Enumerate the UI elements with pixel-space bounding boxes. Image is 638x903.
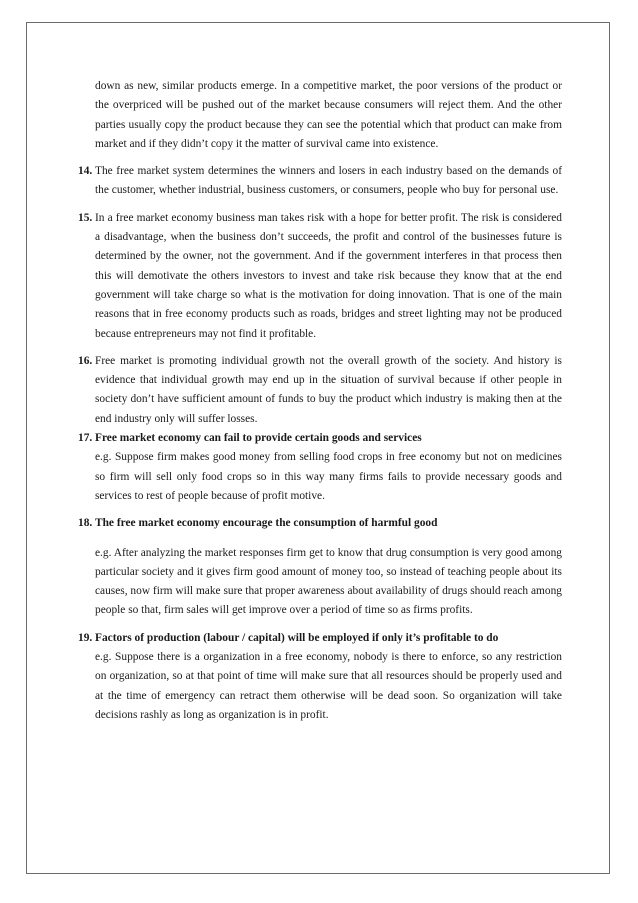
item-number: 19. xyxy=(78,631,93,644)
item-text: e.g. After analyzing the market responses firm get to know that drug consumption is very good among particular society and it gives firm good amount of money too, so instead of teaching people about its causes, now firm will make sure that proper awareness about availability of drugs should reach among people so that, firm sales will get improve over a period of time so as firms profits. xyxy=(95,546,562,617)
item-text: e.g. Suppose there is a organization in a free economy, nobody is there to enforce, so any restriction on organization, so at that point of time will make sure that all resources should be properly used and at the time of emergency can retract them otherwise will be dead soon. So organization will take decisions rashly as long as organization is in profit. xyxy=(95,651,562,721)
item-heading: Free market economy can fail to provide certain goods and services xyxy=(95,432,422,445)
continuation-paragraph: down as new, similar products emerge. In a competitive market, the poor versions of the product or the overpriced will be pushed out of the market because consumers will reject them. And the other parties usually copy the product because they can see the potential which that product can make from market and if they didn’t copy it the matter of survival came into existence. xyxy=(95,80,562,150)
item-number: 14. xyxy=(78,165,93,178)
item-number: 18. xyxy=(78,517,93,530)
document-body xyxy=(78,77,562,733)
item-text: Free market is promoting individual growth not the overall growth of the society. And history is evidence that individual growth may end up in the situation of survival because if other people in society don’t have sufficient amount of funds to buy the product which industry is making then at the end industry only will suffer losses. xyxy=(95,354,562,425)
item-number: 17. xyxy=(78,432,93,445)
list-item-19 xyxy=(78,629,562,725)
list-item-14 xyxy=(78,162,562,201)
item-text: In a free market economy business man takes risk with a hope for better profit. The risk is considered a disadvantage, when the business don’t succeeds, the profit and control of the businesses future is determined by the owner, not the government. And if the government interferes in that process then this will demotivate the others investors to invest and take risk because they know that at the end government will take charge so what is the motivation for doing innovation. That is one of the main reasons that in free economy products such as roads, bridges and street lighting may not be produced because entrepreneurs may not find it profitable. xyxy=(95,211,562,340)
list-item-18 xyxy=(78,514,562,620)
item-number: 15. xyxy=(78,211,93,224)
item-number: 16. xyxy=(78,354,93,367)
list-item-17 xyxy=(78,429,562,506)
list-item-16 xyxy=(78,352,562,429)
item-text: The free market system determines the winners and losers in each industry based on the demands of the customer, whether industrial, business customers, or consumers, people who buy for personal use. xyxy=(95,165,562,197)
list-item-15 xyxy=(78,209,562,344)
item-heading: Factors of production (labour / capital) will be employed if only it’s profitable to do xyxy=(95,631,499,644)
item-heading: The free market economy encourage the consumption of harmful good xyxy=(95,517,438,530)
spacer xyxy=(95,534,562,544)
item-text: e.g. Suppose firm makes good money from selling food crops in free economy but not on medicines so firm will sell only food crops so in this way many firms fails to provide necessary goods and services to rest of people because of profit motive. xyxy=(95,451,562,502)
